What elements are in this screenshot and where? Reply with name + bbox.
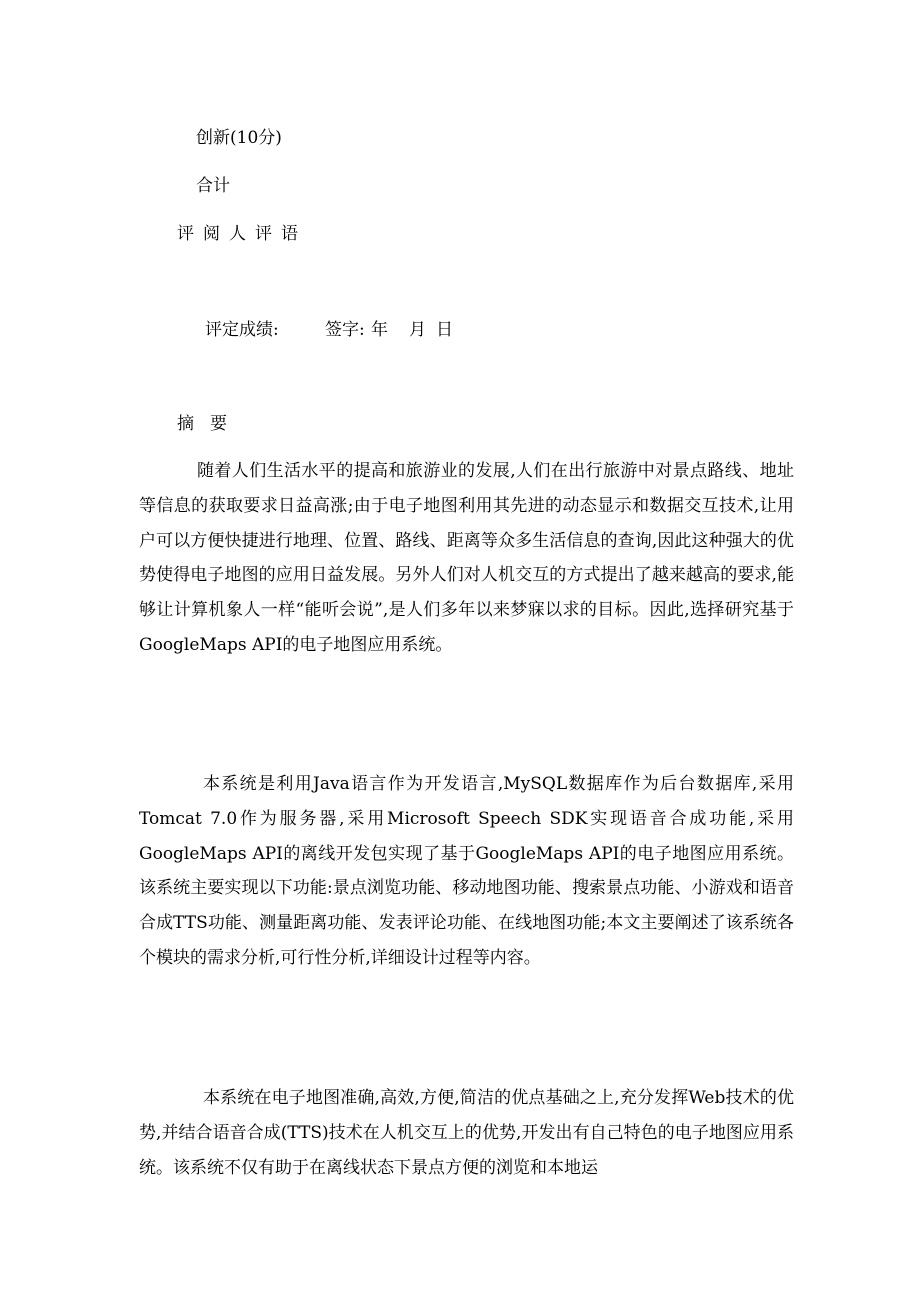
grade-label: 评定成绩: <box>205 320 279 340</box>
abstract-heading: 摘要 <box>177 414 243 434</box>
signature-label: 签字: <box>325 320 365 340</box>
abstract-paragraph: 本系统在电子地图准确,高效,方便,简洁的优点基础之上,充分发挥Web技术的优势,并结合语音合成(TTS)技术在人机交互上的优势,开发出有自己特色的电子地图应用系统。该系统不仅有助于在离线状态下景点方便的浏览和本地运 <box>139 1088 794 1178</box>
total-score-label: 合计 <box>196 176 230 196</box>
abstract-paragraph: 随着人们生活水平的提高和旅游业的发展,人们在出行旅游中对景点路线、地址等信息的获取要求日益高涨;由于电子地图利用其先进的动态显示和数据交互技术,让用户可以方便快捷进行地理、位置、路线、距离等众多生活信息的查询,因此这种强大的优势使得电子地图的应用日益发展。另外人们对人机交互的方式提出了越来越高的要求,能够让计算机象人一样“能听会说”,是人们多年以来梦寐以求的目标。因此,选择研究基于GoogleMaps API的电子地图应用系统。 <box>139 461 794 655</box>
year-label: 年 <box>371 320 388 340</box>
day-label: 日 <box>436 320 453 340</box>
innovation-score-label: 创新(10分) <box>196 128 282 148</box>
month-label: 月 <box>409 320 426 340</box>
reviewer-comments-label: 评阅人评语 <box>177 224 307 244</box>
abstract-paragraph: 本系统是利用Java语言作为开发语言,MySQL数据库作为后台数据库,采用Tomcat 7.0作为服务器,采用Microsoft Speech SDK实现语音合成功能,采用GoogleMaps API的离线开发包实现了基于GoogleMaps API的电子地图应用系统。该系统主要实现以下功能:景点浏览功能、移动地图功能、搜索景点功能、小游戏和语音合成TTS功能、测量距离功能、发表评论功能、在线地图功能;本文主要阐述了该系统各个模块的需求分析,可行性分析,详细设计过程等内容。 <box>139 774 794 968</box>
